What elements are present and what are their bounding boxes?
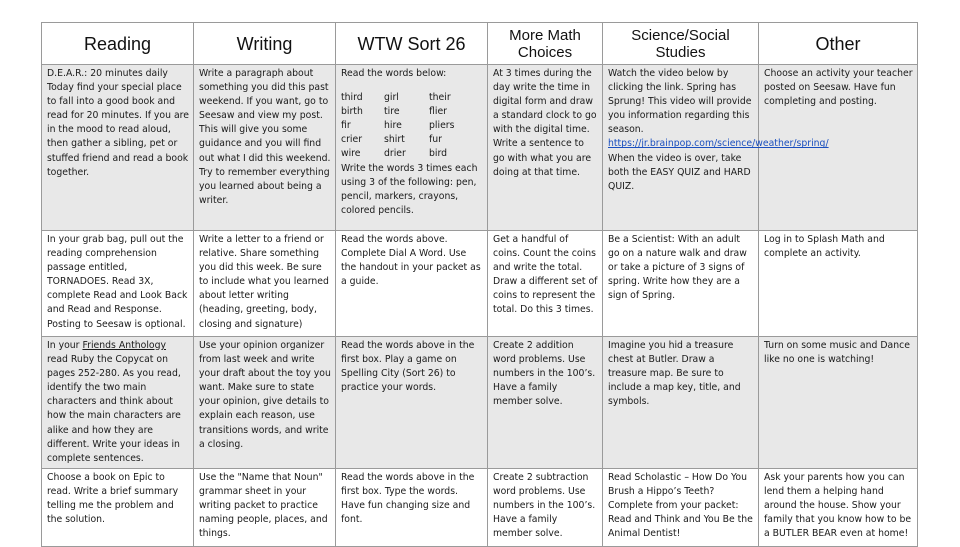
cell-science [603,65,829,231]
anthology-title: Friends Anthology [82,340,166,351]
word-list [341,91,483,161]
word-item: shirt [384,134,405,146]
cell-math: Get a handful of coins. Count the coins and write the total. Draw a different set of coins to represent the total. Do this 3 times. [488,231,603,337]
header-more-math: More Math Choices [488,23,603,65]
cell-reading: D.E.A.R.: 20 minutes daily Today find your special place to fall into a good book and read for 20 minutes. If you are in the mood to read aloud, then gather a sibling, pet or stuffed friend and read a book together. [42,65,194,231]
cell-other: Ask your parents how you can lend them a helping hand around the house. Show your family that you know how to be a BUTLER BEAR even at home! [759,468,918,546]
reading-text: In your [47,340,83,351]
word-item: wire [341,148,361,160]
cell-writing: Use your opinion organizer from last week and write your draft about the toy you want. Make sure to state your opinion, give details to explain each reason, use transitions words, and write a closing. [194,337,336,469]
cell-other: Log in to Splash Math and complete an activity. [759,231,918,337]
word-item: their [429,92,451,104]
cell-writing: Write a paragraph about something you did this past weekend. If you want, go to Seesaw and view my post. This will give you some guidance and you will find out what I did this weekend. Try to remember everything you learned about being a writer. [194,65,336,231]
word-item: hire [384,120,402,132]
word-item: fir [341,120,351,132]
wtw-outro: Write the words 3 times each using 3 of the following: pen, pencil, markers, crayons, colored pencils. [341,162,478,216]
brainpop-link[interactable]: https://jr.brainpop.com/science/weather/spring/ [608,138,829,150]
table-row [42,337,918,469]
science-text: Watch the video below by clicking the link. Spring has Sprung! This video will provide you information regarding this season. [608,68,752,136]
cell-reading: In your grab bag, pull out the reading comprehension passage entitled, TORNADOES. Read 3X, complete Read and Look Back and Read and Response. Posting to Seesaw is optional. [42,231,194,337]
cell-reading [42,337,194,469]
word-item: girl [384,92,399,104]
header-reading: Reading [42,23,194,65]
cell-writing: Use the "Name that Noun" grammar sheet in your writing packet to practice naming people, places, and things. [194,468,336,546]
word-item: bird [429,148,448,160]
cell-science: Be a Scientist: With an adult go on a nature walk and draw or take a picture of 3 signs of spring. Write how they are a sign of Spring. [603,231,759,337]
cell-wtw: Read the words above. Complete Dial A Word. Use the handout in your packet as a guide. [336,231,488,337]
word-item: birth [341,106,363,118]
cell-science: Imagine you hid a treasure chest at Butler. Draw a treasure map. Be sure to include a map key, title, and symbols. [603,337,759,469]
word-item: pliers [429,120,455,132]
cell-wtw: Read the words above in the first box. Play a game on Spelling City (Sort 26) to practice your words. [336,337,488,469]
cell-science: Read Scholastic – How Do You Brush a Hippo’s Teeth? Complete from your packet: Read and Think and You Be the Animal Dentist! [603,468,759,546]
cell-math: Create 2 subtraction word problems. Use numbers in the 100’s. Have a family member solve. [488,468,603,546]
word-item: tire [384,106,400,118]
wtw-intro: Read the words below: [341,68,447,79]
table-row [42,231,918,337]
word-item: third [341,92,363,104]
header-writing: Writing [194,23,336,65]
reading-text-after: read Ruby the Copycat on pages 252-280. As you read, identify the two main characters and think about how the main characters are alike and how they are different. Write your ideas in complete sentences. [47,354,181,464]
cell-math: At 3 times during the day write the time in digital form and draw a standard clock to go with the digital time. Write a sentence to go with what you are doing at that time. [488,65,603,231]
header-row [42,23,918,65]
word-item: drier [384,148,406,160]
cell-writing: Write a letter to a friend or relative. Share something you did this week. Be sure to include what you learned about letter writing (heading, greeting, body, closing and signature) [194,231,336,337]
cell-reading: Choose a book on Epic to read. Write a brief summary telling me the problem and the solution. [42,468,194,546]
table-row [42,65,918,231]
header-science-social: Science/Social Studies [603,23,759,65]
choice-board-table [41,22,918,547]
cell-math: Create 2 addition word problems. Use numbers in the 100’s. Have a family member solve. [488,337,603,469]
cell-wtw: Read the words above in the first box. Type the words. Have fun changing size and font. [336,468,488,546]
word-item: fur [429,134,442,146]
table-row [42,468,918,546]
science-text-after: When the video is over, take both the EASY QUIZ and HARD QUIZ. [608,152,751,192]
cell-other: Choose an activity your teacher posted on Seesaw. Have fun completing and posting. [759,65,918,231]
header-wtw-sort: WTW Sort 26 [336,23,488,65]
cell-wtw [336,65,488,231]
cell-other: Turn on some music and Dance like no one is watching! [759,337,918,469]
word-item: flier [429,106,447,118]
header-other: Other [759,23,918,65]
word-item: crier [341,134,363,146]
